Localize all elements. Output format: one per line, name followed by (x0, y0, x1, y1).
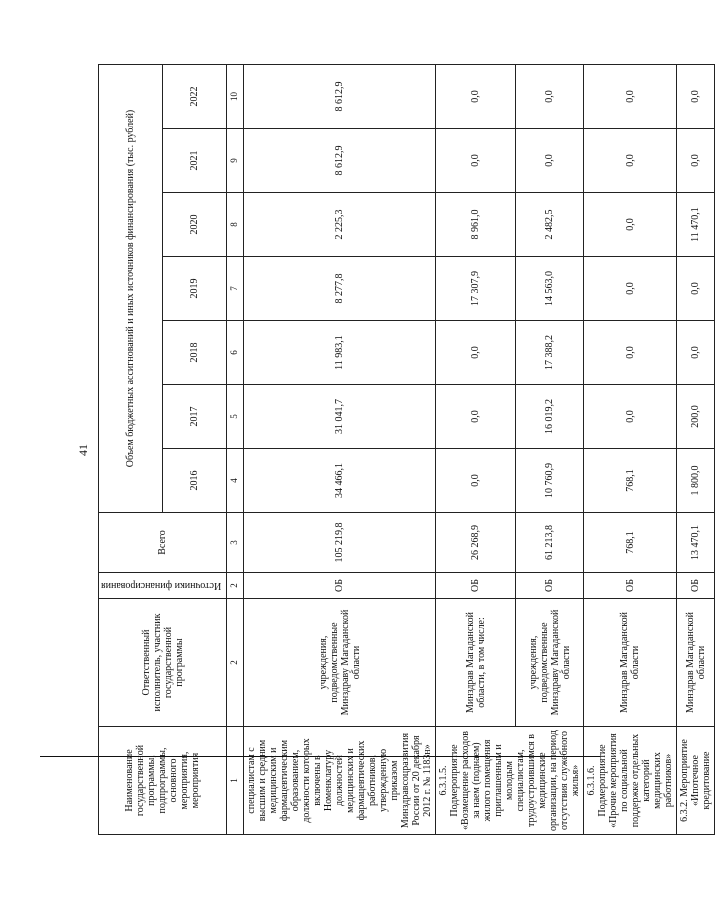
row-value: 0,0 (677, 257, 715, 321)
header-executor: Ответственный исполнитель, участник государственной программы (99, 599, 227, 727)
row-value: 0,0 (515, 64, 583, 128)
column-index: 2 (227, 599, 244, 727)
row-total: 768,1 (584, 513, 677, 573)
row-name: 6.3.1.5. Подмероприятие «Возмещение расходов за наем (поднаем) жилого помещения приглашенным и молодым специалистам, трудоустроившимся в медицинские организации, на период отсутствия служебного жилья» (436, 727, 584, 835)
row-value: 16 019,2 (515, 385, 583, 449)
row-executor: Минздрав Магаданской области (584, 599, 677, 727)
column-index: 1 (227, 727, 244, 835)
row-value: 34 466,1 (244, 449, 436, 513)
header-year: 2020 (163, 193, 227, 257)
header-year: 2021 (163, 129, 227, 193)
row-total: 26 268,9 (436, 513, 516, 573)
row-executor: Минздрав Магаданской области (677, 599, 715, 727)
row-value: 1 800,0 (677, 449, 715, 513)
row-value: 0,0 (436, 385, 516, 449)
funding-table (98, 64, 715, 835)
row-value: 17 388,2 (515, 321, 583, 385)
header-total: Всего (99, 513, 227, 573)
table-row (436, 64, 516, 834)
row-value: 0,0 (584, 129, 677, 193)
row-value: 0,0 (677, 129, 715, 193)
row-value: 0,0 (515, 129, 583, 193)
column-index: 6 (227, 321, 244, 385)
row-source: ОБ (515, 573, 583, 599)
row-total: 13 470,1 (677, 513, 715, 573)
column-index-row (227, 64, 244, 834)
row-value: 14 563,0 (515, 257, 583, 321)
row-name: специалистам с высшим и средним медицинским и фармацевтическим образованием, должности которых включены в Номенклатуру должностей медицинских и фармацевтических работников, утвержденную приказом Минздравсоцразвития России от 20 декабря 2012 г. № 1183н» (244, 727, 436, 835)
table-row (677, 64, 715, 834)
row-value: 0,0 (436, 64, 516, 128)
column-index: 4 (227, 449, 244, 513)
row-value: 0,0 (436, 449, 516, 513)
row-executor: учреждения, подведомственные Минздраву Магаданской области (515, 599, 583, 727)
row-value: 17 307,9 (436, 257, 516, 321)
row-value: 8 612,9 (244, 64, 436, 128)
row-executor: Минздрав Магаданской области, в том числе: (436, 599, 516, 727)
column-index: 8 (227, 193, 244, 257)
row-source: ОБ (244, 573, 436, 599)
row-value: 31 041,7 (244, 385, 436, 449)
column-index: 10 (227, 64, 244, 128)
header-year: 2018 (163, 321, 227, 385)
table-row (515, 64, 583, 834)
row-name: 6.3.1.6. Подмероприятие «Прочие мероприятия по социальной поддержке отдельных категорий медицинских работников» (584, 727, 677, 835)
row-value: 0,0 (436, 129, 516, 193)
row-value: 0,0 (584, 385, 677, 449)
header-name: Наименование государственной программы, подпрограммы, основного мероприятия, мероприятия (99, 727, 227, 835)
rotated-document-page (70, 65, 713, 835)
header-source: Источники финансирования (99, 573, 227, 599)
table-row (244, 64, 436, 834)
row-value: 0,0 (677, 321, 715, 385)
row-value: 0,0 (584, 64, 677, 128)
row-value: 0,0 (584, 257, 677, 321)
table-row (584, 64, 677, 834)
header-funding-group: Объем бюджетных ассигнований и иных источников финансирования (тыс. рублей) (99, 64, 163, 512)
row-value: 11 983,1 (244, 321, 436, 385)
header-year: 2016 (163, 449, 227, 513)
row-value: 768,1 (584, 449, 677, 513)
footer-divider (40, 756, 600, 757)
row-name: 6.3.2. Мероприятие «Ипотечное кредитование (677, 727, 715, 835)
row-source: ОБ (677, 573, 715, 599)
row-value: 11 470,1 (677, 193, 715, 257)
column-index: 2 (227, 573, 244, 599)
row-total: 61 213,8 (515, 513, 583, 573)
row-value: 8 961,0 (436, 193, 516, 257)
row-source: ОБ (584, 573, 677, 599)
row-value: 10 760,9 (515, 449, 583, 513)
row-value: 2 482,5 (515, 193, 583, 257)
row-value: 0,0 (584, 193, 677, 257)
row-total: 105 219,8 (244, 513, 436, 573)
column-index: 5 (227, 385, 244, 449)
column-index: 3 (227, 513, 244, 573)
row-executor: учреждения, подведомственные Минздраву Магаданской области (244, 599, 436, 727)
header-year: 2017 (163, 385, 227, 449)
row-value: 0,0 (436, 321, 516, 385)
row-value: 200,0 (677, 385, 715, 449)
column-index: 9 (227, 129, 244, 193)
row-value: 2 225,3 (244, 193, 436, 257)
row-value: 8 277,8 (244, 257, 436, 321)
header-year: 2022 (163, 64, 227, 128)
row-value: 8 612,9 (244, 129, 436, 193)
row-value: 0,0 (677, 64, 715, 128)
row-source: ОБ (436, 573, 516, 599)
header-year: 2019 (163, 257, 227, 321)
page-number: 41 (76, 444, 90, 456)
row-value: 0,0 (584, 321, 677, 385)
column-index: 7 (227, 257, 244, 321)
header-row-1 (99, 64, 163, 834)
